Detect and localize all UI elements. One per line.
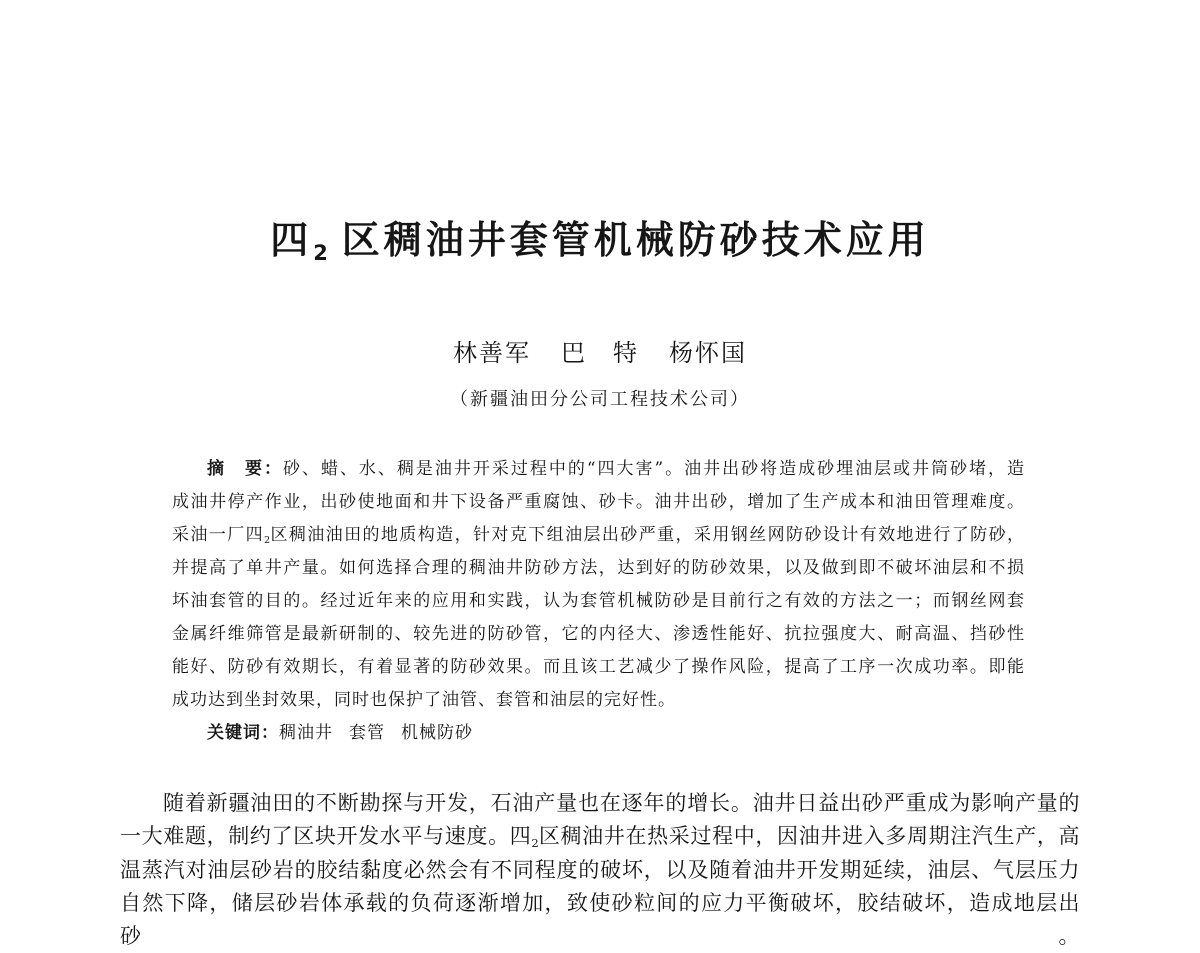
abstract-text: 采油一厂四	[172, 525, 265, 545]
keywords-label: 关键词：	[207, 723, 279, 743]
abstract-text: 砂、蜡、水、稠是油井开采过程中的“四大害”。油井出砂将造成砂埋油层或井筒砂堵，造	[282, 459, 1025, 479]
body-subscript: 2	[531, 835, 539, 850]
abstract-line: 成功达到坐封效果，同时也保护了油管、套管和油层的完好性。	[172, 690, 676, 710]
keywords-line	[172, 717, 1025, 750]
body-text: 一大难题，制约了区块开发水平与速度。四	[120, 824, 532, 849]
body-text: 区稠油井在热采过程中，因油井进入多周期注汽生产，高	[538, 824, 1081, 849]
abstract-block	[172, 453, 1025, 750]
author-list	[0, 338, 1200, 368]
body-line	[120, 820, 1080, 853]
abstract-line	[172, 519, 1025, 552]
title-prefix: 四	[270, 218, 313, 262]
abstract-line: 坏油套管的目的。经过近年来的应用和实践，认为套管机械防砂是目前行之有效的方法之一；而钢丝网套	[172, 591, 1025, 611]
body-line: 自然下降，储层砂岩体承载的负荷逐渐增加，致使砂粒间的应力平衡破坏，胶结破坏，造成地层出砂。	[120, 890, 1080, 948]
paper-title	[0, 216, 1200, 264]
keyword: 稠油井	[279, 723, 333, 743]
author-name: 杨怀国	[669, 339, 747, 367]
keyword: 机械防砂	[401, 723, 473, 743]
abstract-line: 能好、防砂有效期长，有着显著的防砂效果。而且该工艺减少了操作风险，提高了工序一次成功率。即能	[172, 657, 1025, 677]
affiliation: （新疆油田分公司工程技术公司）	[450, 389, 750, 410]
author-name: 巴 特	[561, 339, 639, 367]
keyword: 套管	[349, 723, 385, 743]
abstract-text: 区稠油油田的地质构造，针对克下组油层出砂严重，采用钢丝网防砂设计有效地进行了防砂，	[270, 525, 1026, 545]
title-subscript: 2	[313, 240, 328, 265]
abstract-line	[172, 453, 1025, 486]
abstract-subscript: 2	[264, 534, 271, 546]
abstract-line: 成油井停产作业，出砂使地面和井下设备严重腐蚀、砂卡。油井出砂，增加了生产成本和油田管理难度。	[172, 492, 1025, 512]
body-line: 随着新疆油田的不断勘探与开发，石油产量也在逐年的增长。油井日益出砂严重成为影响产量的	[163, 791, 1080, 815]
abstract-line: 并提高了单井产量。如何选择合理的稠油井防砂方法，达到好的防砂效果，以及做到即不破坏油层和不损	[172, 558, 1025, 578]
body-paragraph	[120, 787, 1081, 948]
body-line: 温蒸汽对油层砂岩的胶结黏度必然会有不同程度的破坏，以及随着油井开发期延续，油层、气层压力	[120, 857, 1080, 882]
author-name: 林善军	[453, 339, 531, 367]
abstract-label: 摘 要：	[207, 459, 283, 479]
abstract-line: 金属纤维筛管是最新研制的、较先进的防砂管，它的内径大、渗透性能好、抗拉强度大、耐高温、挡砂性	[172, 624, 1025, 644]
title-rest: 区稠油井套管机械防砂技术应用	[341, 218, 930, 262]
